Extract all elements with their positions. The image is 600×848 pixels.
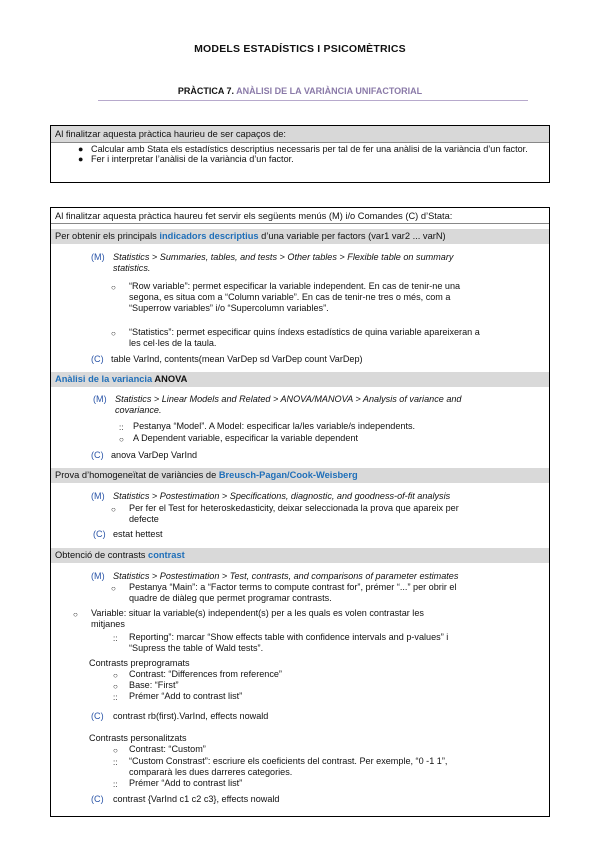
document-title: MODELS ESTADÍSTICS I PSICOMÈTRICS [194,43,406,55]
row-variable-line2: segona, es situa com a “Column variable”. En cas de tenir-ne tres o més, com a [129,292,451,302]
row-variable-line1: “Row variable”: permet especificar la variable independent. En cas de tenir-ne una [129,281,461,291]
section-anova: Anàlisi de la variancia ANOVA [51,372,549,387]
menu-tag: (M) [93,394,107,404]
section-homogeneity: Prova d’homogeneïtat de variàncies de Breusch-Pagan/Cook-Weisberg [51,468,549,483]
subtitle-prefix: PRÀCTICA 7. [177,86,234,96]
variable-line1: Variable: situar la variable(s) independent(s) per a les quals es volen contrastar les [91,608,424,618]
header-divider [98,100,528,101]
circle-bullet-icon: ○ [111,283,116,292]
practice-subtitle [0,86,600,96]
menu-path: Statistics > Linear Models and Related > ANOVA/MANOVA > Analysis of variance and [115,394,462,404]
square-bullet-icon: :: [113,693,118,702]
command-tag: (C) [93,529,106,539]
statistics-line2: les cel·les de la taula. [129,338,217,348]
menu-path: Statistics > Postestimation > Test, contrasts, and comparisons of parameter estimates [113,571,459,581]
subtitle-accent: ANÀLISI DE LA VARIÀNCIA UNIFACTORIAL [236,86,423,96]
section-contrasts: Obtenció de contrasts contrast [51,548,549,563]
square-bullet-icon: :: [113,758,118,767]
menu-path-cont: covariance. [115,405,162,415]
circle-bullet-icon: ○ [119,435,124,444]
command-tag: (C) [91,794,104,804]
command-tag: (C) [91,711,104,721]
objective-item: ● Calcular amb Stata els estadístics descriptius necessaris per tal de fer una anàlisi de la variància d’un factor. [78,144,528,154]
command-tag: (C) [91,450,104,460]
circle-bullet-icon: ○ [111,584,116,593]
command-text: anova VarDep VarInd [111,450,198,460]
square-bullet-icon: :: [119,423,124,432]
heteroskedasticity-line2: defecte [129,514,159,524]
circle-bullet-icon: ○ [73,610,78,619]
custom-coef-line1: “Custom Constrast”: escriure els coeficients del contrast. Per exemple, “0 -1 1”, [129,756,448,766]
main-tab-line2: quadre de diàleg que permet programar contrasts. [129,593,332,603]
dependent-line: A Dependent variable, especificar la variable dependent [133,433,358,443]
custom-coef-line2: compararà les dues darreres categories. [129,767,293,777]
objectives-box [50,125,550,183]
circle-bullet-icon: ○ [111,505,116,514]
custom-heading: Contrasts personalitzats [89,733,187,743]
preprogrammed-heading: Contrasts preprogramats [89,658,190,668]
objective-item: ● Fer i interpretar l’anàlisi de la variància d’un factor. [78,154,294,165]
circle-bullet-icon: ○ [113,682,118,691]
command-text: estat hettest [113,529,163,539]
command-tag: (C) [91,354,104,364]
menus-heading: Al finalitzar aquesta pràctica haureu fet servir els següents menús (M) i/o Comandes (C) d’Stata: [51,208,549,224]
heteroskedasticity-line1: Per fer el Test for heteroskedasticity, deixar seleccionada la prova que apareix per [129,503,459,513]
menu-path-cont: statistics. [113,263,151,273]
preprogrammed-contrast: Contrast: “Differences from reference” [129,669,282,679]
menu-path: Statistics > Summaries, tables, and tests > Other tables > Flexible table on summary [113,252,454,262]
menu-tag: (M) [91,252,105,262]
menus-box [50,207,550,817]
variable-line2: mitjanes [91,619,125,629]
square-bullet-icon: :: [113,634,118,643]
menu-tag: (M) [91,571,105,581]
circle-bullet-icon: ○ [113,671,118,680]
command-text: contrast {VarInd c1 c2 c3}, effects nowald [113,794,280,804]
menu-tag: (M) [91,491,105,501]
row-variable-line3: “Superrow variables” i/o “Supercolumn variables”. [129,303,329,313]
circle-bullet-icon: ○ [111,329,116,338]
reporting-line1: Reporting”: marcar “Show effects table with confidence intervals and p-values” i [129,632,449,642]
reporting-line2: “Supress the table of Wald tests”. [129,643,264,653]
section-descriptius: Per obtenir els principals indicadors descriptius d’una variable per factors (var1 var2 ... varN) [51,229,549,244]
square-bullet-icon: :: [113,780,118,789]
bullet-icon: ● [78,144,84,154]
custom-contrast: Contrast: “Custom” [129,744,206,754]
menu-path: Statistics > Postestimation > Specifications, diagnostic, and goodness-of-fit analysis [113,491,451,501]
objectives-heading: Al finalitzar aquesta pràctica haurieu de ser capaços de: [51,126,549,143]
objectives-list [51,144,549,165]
preprogrammed-add: Prémer “Add to contrast list” [129,691,243,701]
preprogrammed-base: Base: “First” [129,680,179,690]
custom-add: Prémer “Add to contrast list” [129,778,243,788]
statistics-line1: “Statistics”: permet especificar quins índexs estadístics de quina variable apareixeran a [129,327,480,337]
main-tab-line1: Pestanya “Main”: a “Factor terms to compute contrast for”, prémer “...” per obrir el [129,582,457,592]
model-tab-line: Pestanya “Model”. A Model: especificar la/les variable/s independents. [133,421,416,431]
command-text: table VarInd, contents(mean VarDep sd VarDep count VarDep) [111,354,363,364]
bullet-icon: ● [78,154,84,165]
circle-bullet-icon: ○ [113,746,118,755]
command-text: contrast rb(first).VarInd, effects nowald [113,711,269,721]
